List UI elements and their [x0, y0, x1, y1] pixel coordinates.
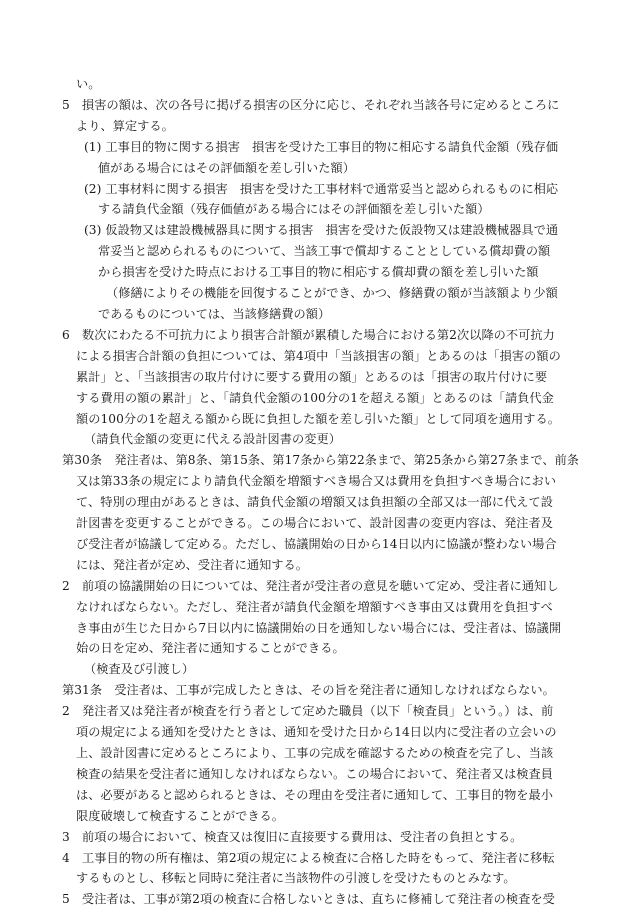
text-line: （検査及び引渡し）	[84, 662, 195, 677]
text-line: 又は第33条の規定により請負代金額を増額すべき場合又は費用を負担すべき場合におい	[76, 474, 557, 489]
text-line: 額の100分の1を超える額から既に負担した額を差し引いた額」として同項を適用する。	[76, 411, 561, 426]
text-line: 2 前項の協議開始の日については、発注者が受注者の意見を聴いて定め、受注者に通知し	[62, 578, 559, 593]
text-line: い。	[76, 77, 101, 91]
document-body	[62, 74, 580, 910]
text-line: は、必要があると認められるときは、その理由を受注者に通知して、工事目的物を最小	[76, 787, 554, 802]
text-line: 3 前項の場合において、検査又は復旧に直接要する費用は、受注者の負担とする。	[62, 829, 523, 844]
text-line: 4 工事目的物の所有権は、第2項の規定による検査に合格した時をもって、発注者に移転	[62, 850, 555, 865]
text-line: より、算定する。	[76, 118, 174, 133]
text-line: 始の日を定め、発注者に通知することができる。	[76, 641, 345, 656]
text-line: (2) 工事材料に関する損害 損害を受けた工事材料で通常妥当と認められるものに相応	[84, 181, 559, 196]
text-line: 計図書を変更することができる。この場合において、設計図書の変更内容は、発注者及	[76, 516, 554, 531]
text-line: 第31条 受注者は、工事が完成したときは、その旨を発注者に通知しなければならない。	[62, 683, 555, 698]
text-line: であるものについては、当該修繕費の額）	[98, 306, 331, 321]
text-line: 6 数次にわたる不可抗力により損害合計額が累積した場合における第2次以降の不可抗力	[62, 327, 555, 342]
text-line: から損害を受けた時点における工事目的物に相応する償却費の額を差し引いた額	[98, 265, 539, 280]
text-line: て、特別の理由があるときは、請負代金額の増額又は負担額の全部又は一部に代えて設	[76, 495, 554, 510]
text-line: には、発注者が定め、受注者に通知する。	[76, 557, 309, 572]
text-line: 値がある場合にはその評価額を差し引いた額）	[98, 160, 355, 175]
text-line: する請負代金額（残存価値がある場合にはその評価額を差し引いた額）	[98, 202, 490, 217]
text-line: なければならない。ただし、発注者が請負代金額を増額すべき事由又は費用を負担すべ	[76, 599, 553, 614]
text-line: するものとし、移転と同時に発注者に当該物件の引渡しを受けたものとみなす。	[76, 871, 516, 886]
text-line: する費用の額の累計」と、「請負代金額の100分の1を超える額」とあるのは「請負代金	[76, 390, 554, 405]
text-line: による損害合計額の負担については、第4項中「当該損害の額」とあるのは「損害の額の	[76, 348, 561, 363]
text-line: (3) 仮設物又は建設機械器具に関する損害 損害を受けた仮設物又は建設機械器具で通	[84, 223, 559, 238]
text-line: 項の規定による通知を受けたときは、通知を受けた日から14日以内に受注者の立会いの	[76, 725, 557, 740]
text-line: 第30条 発注者は、第8条、第15条、第17条から第22条まで、第25条から第27条まで、前条	[62, 453, 580, 468]
text-line: き事由が生じた日から7日以内に協議開始の日を通知しない場合には、受注者は、協議開	[76, 620, 562, 635]
text-line: 上、設計図書に定めるところにより、工事の完成を確認するための検査を完了し、当該	[76, 746, 554, 760]
text-line: 限度破壊して検査することができる。	[76, 808, 285, 823]
text-line: （修繕によりその機能を回復することができ、かつ、修繕費の額が当該額より少額	[106, 286, 558, 301]
text-line: (1) 工事目的物に関する損害 損害を受けた工事目的物に相応する請負代金額（残存価	[84, 139, 559, 154]
text-line: 累計」と、「当該損害の取片付けに要する費用の額」とあるのは「損害の取片付けに要	[76, 369, 548, 384]
text-line: 2 発注者又は発注者が検査を行う者として定めた職員（以下「検査員」という。）は、前	[62, 704, 554, 719]
text-line: （請負代金額の変更に代える設計図書の変更）	[84, 432, 341, 447]
text-line: 検査の結果を受注者に通知しなければならない。この場合において、発注者又は検査員	[76, 766, 554, 781]
text-line: 常妥当と認められるものについて、当該工事で償却することとしている償却費の額	[98, 244, 551, 259]
text-line: 5 受注者は、工事が第2項の検査に合格しないときは、直ちに修補して発注者の検査を受	[62, 892, 555, 907]
text-line: び受注者が協議して定める。ただし、協議開始の日から14日以内に協議が整わない場合	[76, 536, 557, 551]
text-line: 5 損害の額は、次の各号に掲げる損害の区分に応じ、それぞれ当該各号に定めるところに	[62, 97, 560, 112]
